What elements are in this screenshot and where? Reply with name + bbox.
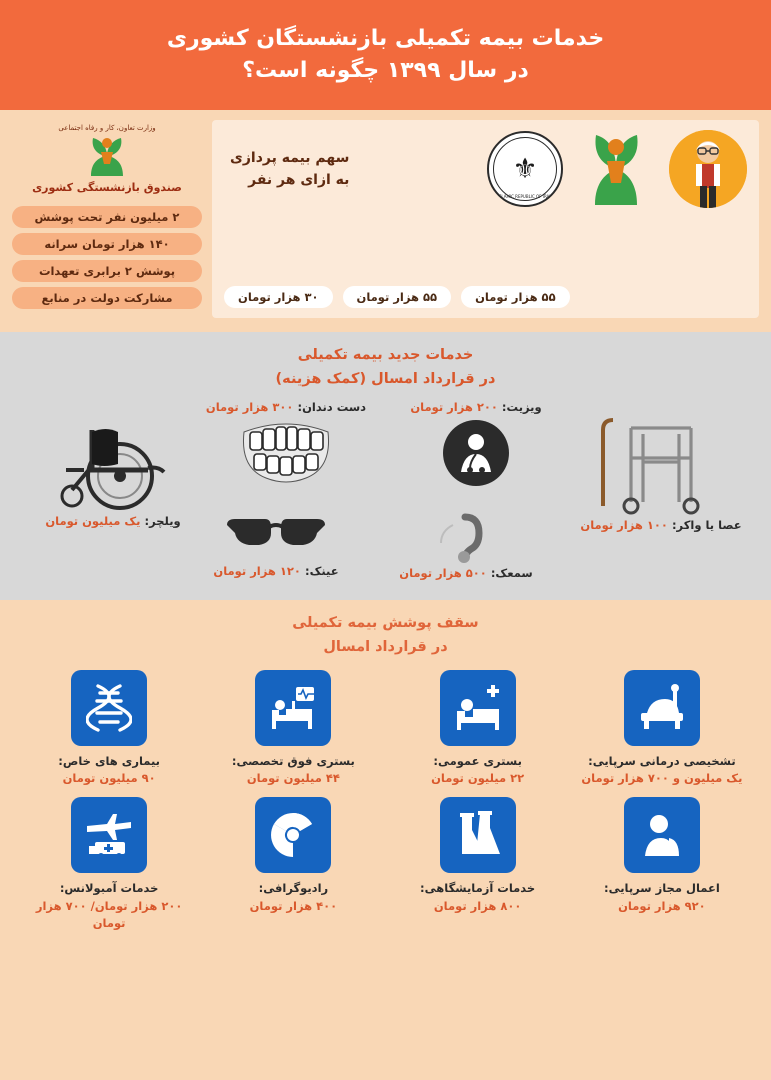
new-service-caption — [571, 518, 751, 532]
coverage-cap-title — [10, 612, 761, 660]
premium-amount-pill: ۵۵ هزار تومان — [461, 286, 570, 308]
special-diseases-dna-icon — [71, 670, 147, 746]
page-header — [0, 0, 771, 110]
coverage-value: ۴۰۰ هزار تومان — [249, 898, 338, 913]
coverage-item-laboratory — [387, 797, 569, 942]
coverage-value: ۲۰۰ هزار تومان/ ۷۰۰ هزار تومان — [35, 898, 183, 930]
coverage-title-line-2: در قرارداد امسال — [323, 638, 448, 655]
new-service-label: ویزیت: — [501, 399, 542, 414]
general-hospitalization-icon — [440, 670, 516, 746]
new-services-title — [10, 344, 761, 392]
new-services-title-line-2: در قرارداد امسال (کمک هزینه) — [275, 370, 496, 387]
new-services-section — [0, 332, 771, 600]
fund-emblem-icon — [32, 134, 182, 178]
coverage-label: اعمال مجاز سرپایی: — [603, 881, 720, 896]
new-service-value: ۲۰۰ هزار تومان — [410, 399, 498, 414]
page-title-line-1: خدمات بیمه تکمیلی بازنشستگان کشوری — [166, 26, 605, 52]
fund-name: صندوق بازنشستگی کشوری — [32, 181, 182, 194]
new-service-value: یک میلیون تومان — [45, 513, 141, 528]
new-service-caption — [191, 400, 381, 414]
new-service-caption — [18, 514, 208, 528]
coverage-value: ۴۴ میلیون تومان — [246, 771, 340, 786]
premium-title-line-1: سهم بیمه پردازی — [230, 149, 350, 166]
specialized-hospitalization-icon — [255, 670, 331, 746]
coverage-item-specialized-hospitalization — [202, 670, 384, 798]
eyeglasses-icon — [191, 506, 361, 564]
page-title-line-2: در سال ۱۳۹۹ چگونه است؟ — [242, 58, 529, 83]
coverage-item-ambulance — [18, 797, 200, 942]
wheelchair-icon — [18, 406, 208, 514]
premium-amount-row — [224, 286, 747, 308]
coverage-item-outpatient-diagnostic — [571, 670, 753, 798]
new-service-value: ۱۲۰ هزار تومان — [213, 563, 301, 578]
coverage-value: ۸۰۰ هزار تومان — [433, 898, 522, 913]
premium-panel-title — [224, 147, 349, 192]
new-service-label: ویلچر: — [144, 513, 181, 528]
outpatient-procedures-icon — [624, 797, 700, 873]
coverage-item-radiology — [202, 797, 384, 942]
coverage-value: ۲۲ میلیون تومان — [431, 771, 525, 786]
retiree-avatar-icon — [669, 130, 747, 208]
coverage-item-special-diseases — [18, 670, 200, 798]
walker-cane-icon — [571, 408, 751, 518]
new-service-item-dentures — [191, 400, 381, 484]
coverage-value: یک میلیون و ۷۰۰ هزار تومان — [581, 771, 743, 786]
new-service-caption — [191, 564, 361, 578]
coverage-label: بستری عمومی: — [433, 753, 522, 768]
new-service-label: دست دندان: — [297, 399, 367, 414]
coverage-label: خدمات آزمایشگاهی: — [420, 881, 536, 896]
new-service-item-hearing-aid — [381, 510, 551, 580]
new-service-value: ۱۰۰ هزار تومان — [580, 517, 668, 532]
premium-panel — [212, 120, 759, 318]
laboratory-services-icon — [440, 797, 516, 873]
outpatient-diagnostic-icon — [624, 670, 700, 746]
coverage-value: ۹۰ میلیون تومان — [62, 771, 156, 786]
coverage-title-line-1: سقف پوشش بیمه تکمیلی — [292, 615, 479, 631]
new-service-label: سمعک: — [490, 565, 533, 580]
coverage-grid-row-2 — [10, 797, 761, 942]
coverage-label: رادیوگرافی: — [258, 881, 329, 896]
new-service-item-wheelchair — [18, 406, 208, 528]
page-title — [167, 23, 604, 87]
premium-amount-pill: ۵۵ هزار تومان — [343, 286, 452, 308]
ministry-label: وزارت تعاون، کار و رفاه اجتماعی — [58, 124, 156, 132]
new-service-item-eyeglasses — [191, 506, 361, 578]
ambulance-services-icon — [71, 797, 147, 873]
coverage-label: بستری فوق تخصصی: — [231, 753, 355, 768]
coverage-label: تشخیصی درمانی سرپایی: — [588, 753, 736, 768]
premium-section — [0, 110, 771, 332]
new-service-label: عصا یا واکر: — [671, 517, 742, 532]
fund-stat-item: مشارکت دولت در منابع — [12, 287, 202, 309]
new-service-caption — [381, 566, 551, 580]
new-services-grid — [10, 398, 761, 613]
coverage-value: ۹۲۰ هزار تومان — [618, 898, 706, 913]
new-services-title-line-1: خدمات جدید بیمه تکمیلی — [297, 347, 474, 363]
fund-stat-item: ۲ میلیون نفر تحت پوشش — [12, 206, 202, 228]
new-service-item-visit — [396, 400, 556, 486]
new-service-label: عینک: — [304, 563, 339, 578]
new-service-value: ۳۰۰ هزار تومان — [205, 399, 294, 414]
fund-logo-column — [12, 120, 202, 318]
coverage-item-outpatient-procedures — [571, 797, 753, 942]
new-service-caption — [396, 400, 556, 414]
government-emblem-icon: ⚜ ISLAMIC REPUBLIC OF IRAN — [487, 131, 563, 207]
new-service-value: ۵۰۰ هزار تومان — [399, 565, 487, 580]
premium-title-line-2: به ازای هر نفر — [248, 172, 350, 188]
dentures-icon — [191, 418, 381, 484]
radiology-icon — [255, 797, 331, 873]
visit-doctor-icon — [396, 420, 556, 486]
coverage-label: بیماری های خاص: — [58, 753, 160, 768]
coverage-cap-section — [0, 600, 771, 952]
fund-logo — [32, 124, 182, 194]
hearing-aid-icon — [381, 510, 551, 566]
coverage-item-general-hospitalization — [387, 670, 569, 798]
coverage-grid-row-1 — [10, 670, 761, 798]
coverage-label: خدمات آمبولانس: — [59, 881, 159, 896]
fund-stats-list — [12, 206, 202, 314]
fund-stat-item: پوشش ۲ برابری تعهدات — [12, 260, 202, 282]
fund-stat-item: ۱۴۰ هزار تومان سرانه — [12, 233, 202, 255]
premium-icon-row — [487, 130, 747, 208]
new-service-item-walker — [571, 408, 751, 532]
premium-amount-pill: ۳۰ هزار تومان — [224, 286, 333, 308]
retirement-fund-icon — [577, 131, 655, 207]
